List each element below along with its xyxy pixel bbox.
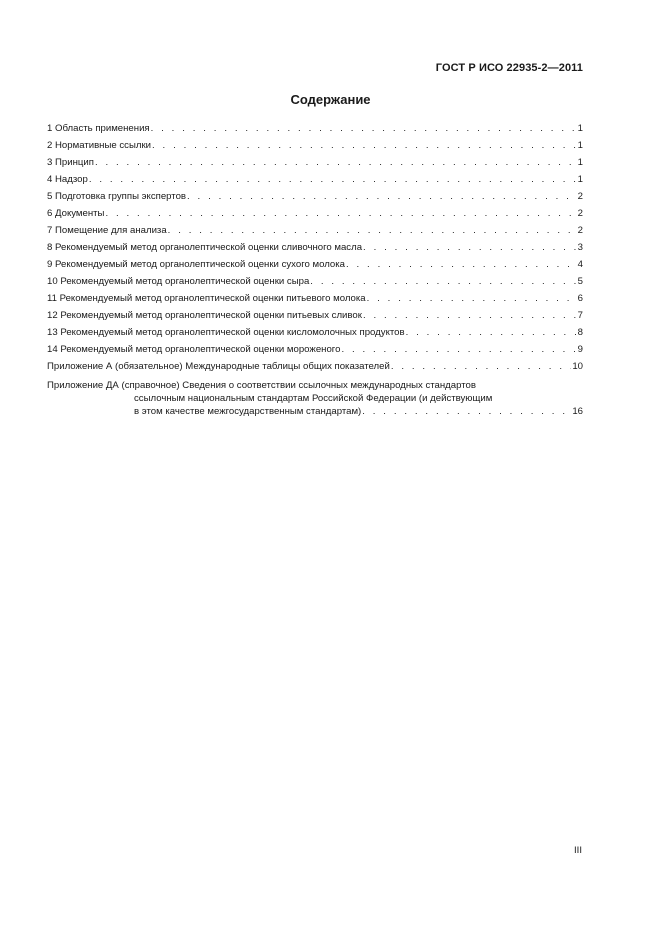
table-of-contents	[47, 120, 583, 418]
page-number: III	[574, 845, 582, 856]
toc-entry-label: 8 Рекомендуемый метод органолептической оценки сливочного масла	[47, 242, 363, 253]
standard-designation: ГОСТ Р ИСО 22935-2—2011	[435, 62, 583, 74]
toc-entry-page: 2	[577, 191, 583, 202]
toc-entry[interactable]	[47, 290, 583, 307]
dot-leader	[89, 171, 577, 188]
dot-leader	[362, 405, 571, 418]
dot-leader	[168, 222, 577, 239]
toc-entry-label: 5 Подготовка группы экспертов	[47, 191, 187, 202]
toc-entry-page: 1	[577, 123, 583, 134]
toc-entry[interactable]	[47, 171, 583, 188]
page-title: Содержание	[290, 92, 371, 107]
toc-entry-page: 9	[577, 344, 583, 355]
toc-entry-page: 16	[572, 406, 583, 417]
dot-leader	[367, 290, 577, 307]
toc-entry[interactable]	[47, 154, 583, 171]
toc-entry-label: 7 Помещение для анализа	[47, 225, 167, 236]
toc-entry[interactable]	[47, 273, 583, 290]
toc-entry-page: 2	[577, 208, 583, 219]
toc-entry[interactable]	[47, 239, 583, 256]
toc-entry[interactable]	[47, 222, 583, 239]
toc-entry-label: 11 Рекомендуемый метод органолептической оценки питьевого молока	[47, 293, 366, 304]
toc-entry-label: 2 Нормативные ссылки	[47, 140, 152, 151]
toc-entry-label: 13 Рекомендуемый метод органолептической оценки кисломолочных продуктов	[47, 327, 405, 338]
toc-entry-label: 3 Принцип	[47, 157, 94, 168]
dot-leader	[391, 358, 572, 375]
toc-entry[interactable]	[47, 256, 583, 273]
appendix-da-line-3: в этом качестве межгосударственным стандартам)	[134, 406, 362, 417]
toc-entry-page: 8	[577, 327, 583, 338]
toc-entry-page: 1	[577, 157, 583, 168]
toc-entry[interactable]	[47, 358, 583, 375]
toc-entry-page: 4	[577, 259, 583, 270]
dot-leader	[363, 239, 577, 256]
toc-entry-label: Приложение А (обязательное) Международные таблицы общих показателей	[47, 361, 390, 372]
toc-entry-page: 1	[577, 140, 583, 151]
dot-leader	[105, 205, 576, 222]
toc-entry-page: 10	[572, 361, 583, 372]
dot-leader	[95, 154, 577, 171]
dot-leader	[363, 307, 577, 324]
toc-entry[interactable]	[47, 307, 583, 324]
toc-entry[interactable]	[47, 205, 583, 222]
toc-entry-label: 9 Рекомендуемый метод органолептической оценки сухого молока	[47, 259, 345, 270]
toc-entry-label: 4 Надзор	[47, 174, 88, 185]
toc-entry-label: 1 Область применения	[47, 123, 150, 134]
toc-entry[interactable]	[47, 137, 583, 154]
toc-entry-appendix-da[interactable]	[47, 379, 583, 418]
toc-entry-label: 12 Рекомендуемый метод органолептической оценки питьевых сливок	[47, 310, 362, 321]
toc-entry-label: 14 Рекомендуемый метод органолептической оценки мороженого	[47, 344, 341, 355]
toc-entry-page: 1	[577, 174, 583, 185]
toc-entry-page: 7	[577, 310, 583, 321]
toc-entry[interactable]	[47, 188, 583, 205]
toc-entry-page: 5	[577, 276, 583, 287]
appendix-da-line-1: Приложение ДА (справочное) Сведения о соответствии ссылочных международных стандартов	[47, 380, 476, 391]
dot-leader	[406, 324, 577, 341]
dot-leader	[152, 137, 577, 154]
toc-entry[interactable]	[47, 324, 583, 341]
dot-leader	[341, 341, 576, 358]
dot-leader	[310, 273, 576, 290]
toc-entry-label: 6 Документы	[47, 208, 105, 219]
toc-entry-page: 2	[577, 225, 583, 236]
dot-leader	[346, 256, 577, 273]
toc-entry[interactable]	[47, 341, 583, 358]
toc-entry-label: 10 Рекомендуемый метод органолептической оценки сыра	[47, 276, 310, 287]
toc-entry-page: 6	[577, 293, 583, 304]
dot-leader	[151, 120, 577, 137]
dot-leader	[187, 188, 577, 205]
toc-entry[interactable]	[47, 120, 583, 137]
toc-entry-page: 3	[577, 242, 583, 253]
appendix-da-line-2: ссылочным национальным стандартам Российской Федерации (и действующим	[134, 393, 493, 404]
